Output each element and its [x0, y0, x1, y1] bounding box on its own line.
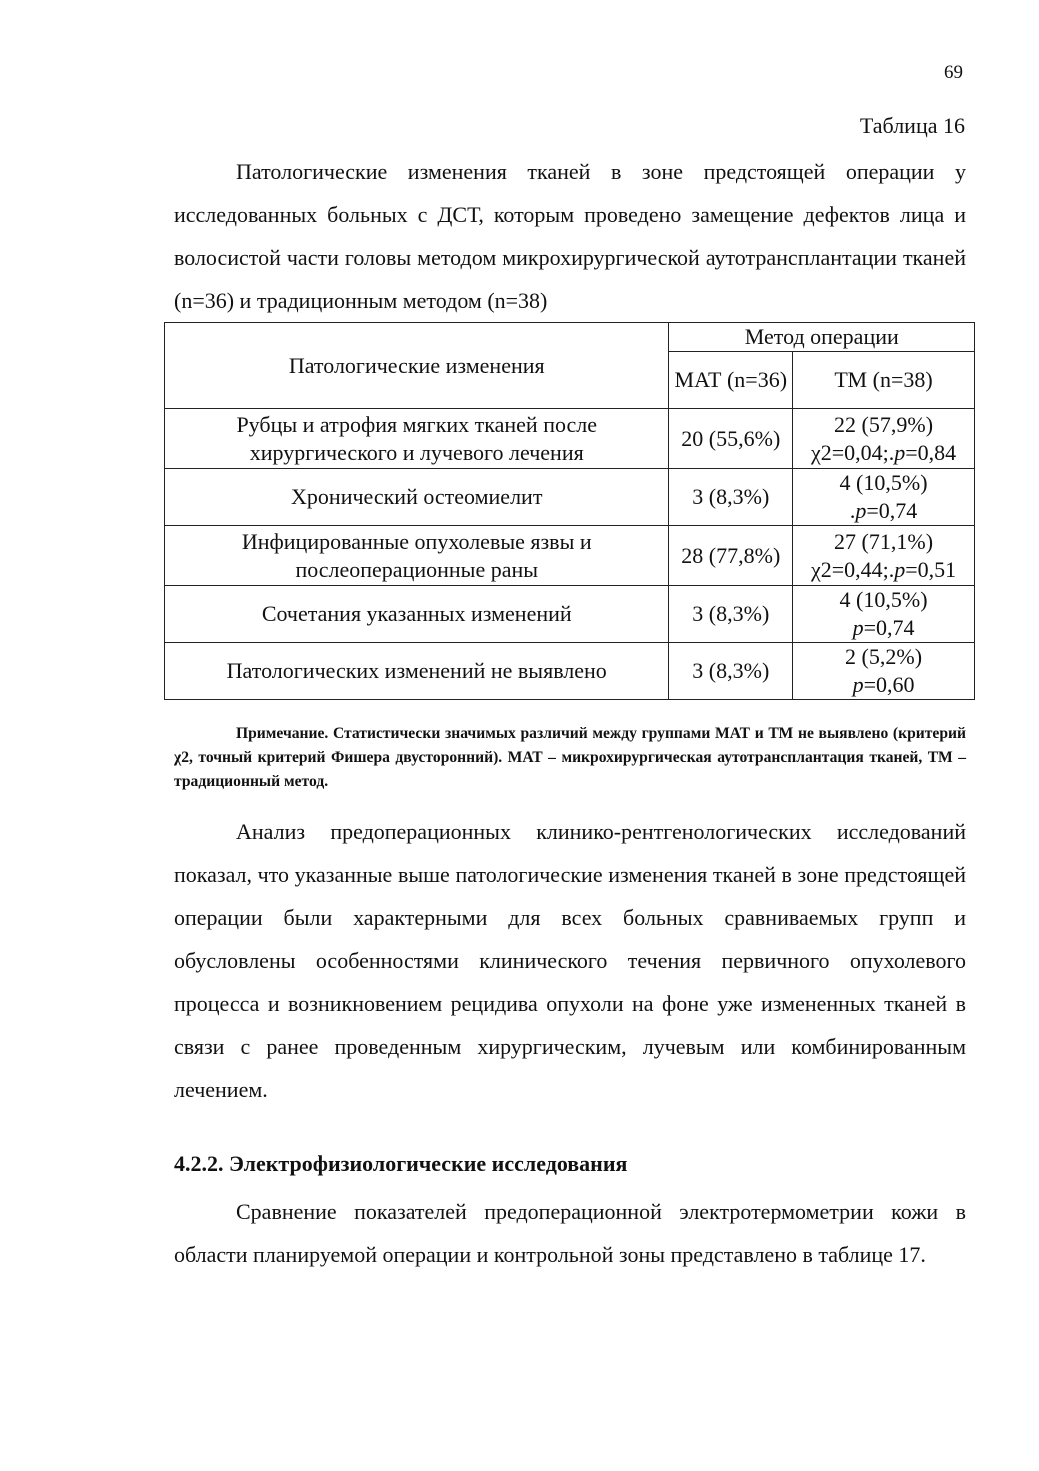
table-row — [165, 469, 975, 526]
header-mat: МАТ (n=36) — [669, 352, 793, 409]
row-tm-p-value: =0,84 — [905, 439, 957, 465]
row-tm-cell — [793, 526, 975, 586]
row-tm-stat-prefix: χ2=0,44;. — [810, 556, 895, 582]
row-tm-p-symbol: p — [855, 498, 867, 523]
table-caption — [174, 150, 966, 322]
row-tm-cell — [793, 643, 975, 700]
table-row — [165, 586, 975, 643]
row-tm-value: 27 (71,1%) — [834, 528, 934, 554]
row-tm-value: 4 (10,5%) — [839, 470, 928, 495]
row-tm-p-value: =0,74 — [863, 615, 915, 640]
row-tm-value: 2 (5,2%) — [845, 644, 923, 669]
row-tm-stat — [797, 497, 970, 525]
row-label: Хронический остеомиелит — [165, 469, 669, 526]
table-row — [165, 526, 975, 586]
row-mat-value: 20 (55,6%) — [669, 409, 793, 469]
row-tm-p-symbol: p — [852, 672, 864, 697]
header-pathology: Патологические изменения — [165, 323, 669, 409]
header-tm: ТМ (n=38) — [793, 352, 975, 409]
analysis-paragraph-text: Анализ предоперационных клинико-рентгенологических исследований показал, что указанные выше патологические изменения тканей в зоне предстоящей операции были характерными для всех больных сравниваемых групп и обусловлены особенностями клинического течения первичного опухолевого процесса и возникновением рецидива опухоли на фоне уже измененных тканей в связи с ранее проведенным хирургическим, лучевым или комбинированным лечением. — [174, 819, 966, 1102]
row-tm-cell — [793, 469, 975, 526]
row-tm-value: 4 (10,5%) — [839, 587, 928, 612]
table-number: Таблица 16 — [859, 113, 965, 138]
row-mat-value: 28 (77,8%) — [669, 526, 793, 586]
row-tm-p-symbol: p — [894, 439, 906, 465]
table-header-row — [165, 323, 975, 352]
row-tm-stat-prefix: χ2=0,04;. — [810, 439, 895, 465]
row-tm-stat — [797, 556, 970, 584]
comparison-paragraph-text: Сравнение показателей предоперационной электротермометрии кожи в области планируемой операции и контрольной зоны представлено в таблице 17. — [174, 1199, 966, 1267]
row-label: Патологических изменений не выявлено — [165, 643, 669, 700]
row-tm-stat — [797, 671, 970, 699]
table-row — [165, 409, 975, 469]
row-mat-value: 3 (8,3%) — [669, 469, 793, 526]
row-tm-stat — [797, 439, 970, 467]
row-tm-stat-prefix: . — [849, 498, 856, 523]
row-label: Сочетания указанных изменений — [165, 586, 669, 643]
row-tm-p-symbol: p — [852, 615, 864, 640]
row-tm-cell — [793, 586, 975, 643]
page-number: 69 — [944, 62, 963, 83]
row-mat-value: 3 (8,3%) — [669, 643, 793, 700]
table-note — [174, 722, 966, 794]
table-note-text: Примечание. Статистически значимых различий между группами МАТ и ТМ не выявлено (критерий χ2, точный критерий Фишера двусторонний). МАТ – микрохирургическая аутотрансплантация тканей, ТМ – традиционный метод. — [174, 725, 966, 790]
row-mat-value: 3 (8,3%) — [669, 586, 793, 643]
pathology-table — [164, 322, 975, 700]
section-heading: 4.2.2. Электрофизиологические исследования — [174, 1151, 628, 1176]
row-tm-value: 22 (57,9%) — [834, 411, 934, 437]
header-method-group: Метод операции — [669, 323, 975, 352]
table-caption-text: Патологические изменения тканей в зоне предстоящей операции у исследованных больных с ДСТ, которым проведено замещение дефектов лица и волосистой части головы методом микрохирургической аутотрансплантации тканей (n=36) и традиционным методом (n=38) — [174, 159, 966, 313]
comparison-paragraph — [174, 1190, 966, 1276]
row-tm-cell — [793, 409, 975, 469]
row-label: Рубцы и атрофия мягких тканей после хирургического и лучевого лечения — [165, 409, 669, 469]
table-row — [165, 643, 975, 700]
row-tm-p-value: =0,74 — [866, 498, 918, 523]
row-label: Инфицированные опухолевые язвы и послеоперационные раны — [165, 526, 669, 586]
analysis-paragraph — [174, 810, 966, 1111]
row-tm-p-value: =0,60 — [863, 672, 915, 697]
row-tm-p-symbol: p — [894, 556, 906, 582]
row-tm-stat — [797, 614, 970, 642]
row-tm-p-value: =0,51 — [905, 556, 957, 582]
